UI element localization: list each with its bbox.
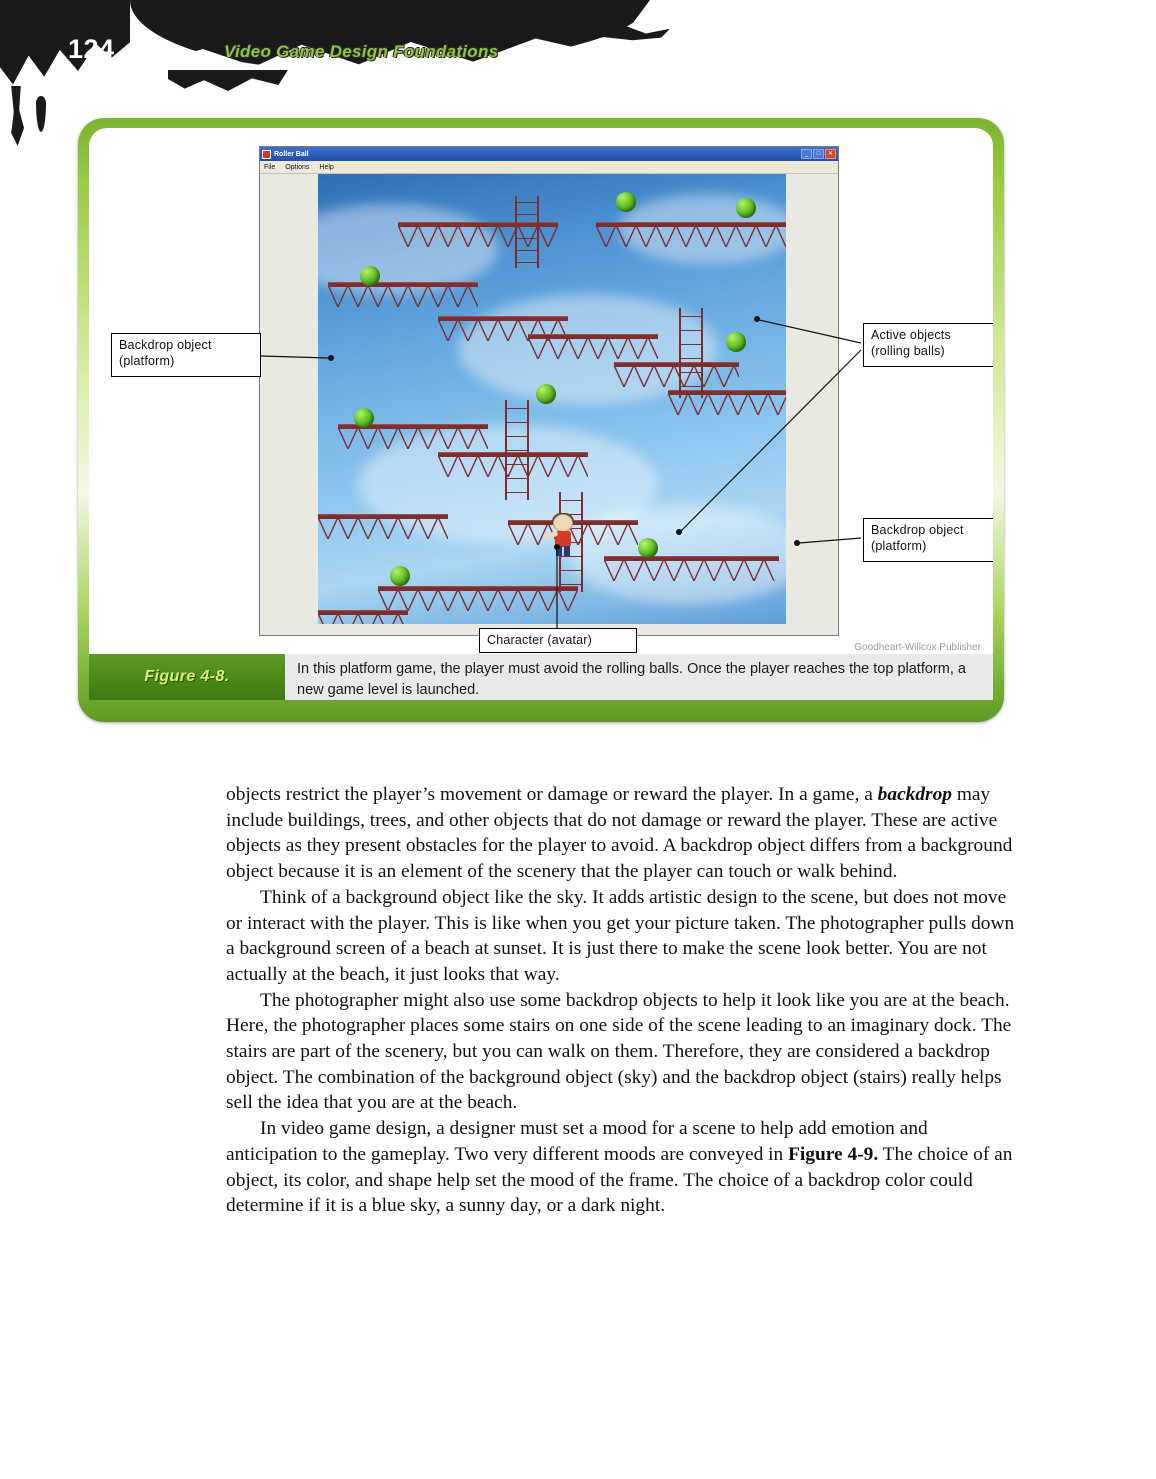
paragraph-4-part-b: The choice of an object, its color, and shape help set the mood of the frame. The choice of a backdrop color could determine if it is a blue sky, a sunny day, or a dark night. xyxy=(226,1143,1013,1217)
figure-label: Figure 4-8. xyxy=(144,668,230,685)
callout-line-1: Active objects xyxy=(871,328,951,342)
figure-card xyxy=(78,118,1004,722)
backdrop-platform xyxy=(328,282,478,308)
paragraph-4 xyxy=(226,1116,1016,1219)
game-application-window[interactable] xyxy=(259,146,839,636)
callout-active-objects xyxy=(863,323,993,367)
rolling-ball xyxy=(354,408,374,428)
paragraph-1-part-a: objects restrict the player’s movement or damage or reward the player. In a game, a xyxy=(226,784,878,805)
figure-caption-text: In this platform game, the player must avoid the rolling balls. Once the player reaches the top platform, a new game level is launched. xyxy=(285,654,993,700)
figure-image-area xyxy=(89,128,993,656)
cloud-shape xyxy=(568,504,786,604)
callout-line-1: Backdrop object xyxy=(119,338,212,352)
ladder xyxy=(678,308,704,398)
window-title: Roller Ball xyxy=(274,150,309,158)
callout-backdrop-object-right xyxy=(863,518,993,562)
rolling-ball xyxy=(736,198,756,218)
figure-reference: Figure 4-9. xyxy=(788,1143,879,1165)
paragraph-1 xyxy=(226,782,1016,885)
paragraph-1-part-b: may include buildings, trees, and other objects that do not damage or reward the player. These are active objects as they present obstacles for the player to avoid. A backdrop object differs from a background object because it is an element of the scenery that the player can touch or walk behind. xyxy=(226,784,1013,883)
ladder xyxy=(504,400,530,500)
callout-line-1: Backdrop object xyxy=(871,523,964,537)
ink-drip-icon xyxy=(36,96,46,132)
backdrop-platform xyxy=(318,514,448,540)
callout-line-2: (rolling balls) xyxy=(871,343,945,358)
game-canvas[interactable] xyxy=(318,174,786,624)
backdrop-platform xyxy=(338,424,488,450)
paragraph-3: The photographer might also use some backdrop objects to help it look like you are at the beach. Here, the photographer places some stairs on one side of the scene leading to an imaginary dock. The stairs are part of the scenery, but you can walk on them. Therefore, they are considered a backdrop object. The combination of the background object (sky) and the backdrop object (stairs) really helps sell the idea that you are at the beach. xyxy=(226,989,1012,1114)
menu-bar[interactable] xyxy=(260,161,838,174)
cloud-shape xyxy=(318,204,498,294)
paragraph-4-part-a: In video game design, a designer must set a mood for a scene to help add emotion and anticipation to the gameplay. Two very different moods are conveyed in xyxy=(226,1118,928,1165)
rolling-ball xyxy=(726,332,746,352)
close-button[interactable]: ✕ xyxy=(825,149,836,159)
backdrop-platform xyxy=(378,586,578,612)
rolling-ball xyxy=(536,384,556,404)
menu-item-help[interactable]: Help xyxy=(319,163,334,171)
backdrop-platform xyxy=(528,334,658,360)
figure-label-box xyxy=(89,654,285,700)
callout-line-2: (platform) xyxy=(871,538,927,553)
backdrop-platform xyxy=(596,222,786,248)
image-credit: Goodheart-Willcox Publisher xyxy=(854,642,981,653)
ink-drip-icon xyxy=(8,86,24,146)
paragraph-2: Think of a background object like the sky. It adds artistic design to the scene, but does not move or interact with the player. This is like when you get your picture taken. The photographer pulls down a background screen of a beach at sunset. It is just there to make the scene look better. You are not actually at the beach, it just looks that way. xyxy=(226,886,1015,985)
menu-item-options[interactable]: Options xyxy=(285,163,310,171)
maximize-button[interactable]: □ xyxy=(813,149,824,159)
menu-item-file[interactable]: File xyxy=(264,163,276,171)
callout-character-avatar: Character (avatar) xyxy=(479,628,637,653)
running-head: Video Game Design Foundations xyxy=(224,42,499,61)
rolling-ball xyxy=(390,566,410,586)
app-icon xyxy=(262,150,271,159)
rolling-ball xyxy=(616,192,636,212)
window-buttons[interactable] xyxy=(801,149,836,159)
minimize-button[interactable]: _ xyxy=(801,149,812,159)
page-number: 124 xyxy=(68,34,115,64)
term-backdrop: backdrop xyxy=(877,784,952,805)
ink-splatter-lower xyxy=(168,70,288,100)
backdrop-platform xyxy=(318,610,408,624)
callout-backdrop-object-left xyxy=(111,333,261,377)
ladder xyxy=(514,196,540,268)
rolling-ball xyxy=(638,538,658,558)
window-title-bar xyxy=(260,147,838,161)
rolling-ball xyxy=(360,266,380,286)
backdrop-platform xyxy=(614,362,739,388)
body-text xyxy=(226,782,1016,1219)
callout-line-2: (platform) xyxy=(119,353,175,368)
figure-caption-strip xyxy=(89,654,993,700)
page-header xyxy=(0,0,1156,110)
backdrop-platform xyxy=(604,556,779,582)
player-avatar xyxy=(548,514,578,556)
